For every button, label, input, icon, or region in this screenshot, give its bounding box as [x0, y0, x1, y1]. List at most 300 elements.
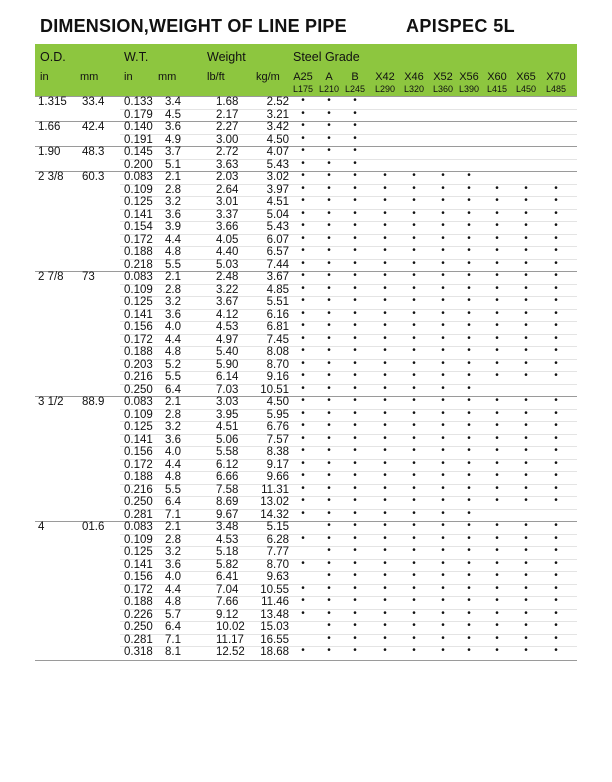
- kgm-cell: 3.67: [266, 271, 289, 283]
- wt-in-cell: 0.140: [124, 121, 153, 133]
- grade-mark-x42: •: [383, 282, 387, 294]
- grade-mark-x70: •: [554, 195, 558, 206]
- grade-mark-x46: •: [412, 170, 416, 181]
- grade-mark-x70: •: [554, 307, 558, 319]
- header-kgm: kg/m: [256, 71, 280, 83]
- kgm-cell: 11.46: [261, 596, 289, 608]
- grade-mark-b: •: [353, 420, 357, 431]
- grade-mark-x42: •: [383, 382, 387, 394]
- grade-mark-x46: •: [412, 620, 416, 631]
- wt-in-cell: 0.216: [124, 371, 153, 383]
- grade-mark-a: •: [327, 407, 331, 419]
- grade-mark-x46: •: [412, 320, 416, 331]
- lbft-cell: 9.12: [216, 608, 239, 621]
- grade-mark-x42: •: [383, 645, 387, 656]
- grade-mark-x46: •: [412, 395, 416, 406]
- table-row: [0, 346, 612, 359]
- grade-mark-b: •: [353, 595, 357, 606]
- grade-mark-x56: •: [467, 345, 471, 356]
- grade-mark-x52: •: [441, 432, 445, 444]
- grade-header-l320: L320: [403, 84, 425, 94]
- od-mm-cell: 88.9: [82, 396, 105, 408]
- od-in-cell: 4: [38, 521, 45, 533]
- grade-mark-a: •: [327, 295, 331, 306]
- grade-mark-x52: •: [441, 220, 445, 231]
- grade-mark-x56: •: [467, 532, 471, 544]
- grade-mark-x65: •: [524, 182, 528, 194]
- wt-in-cell: 0.203: [124, 358, 153, 371]
- wt-in-cell: 0.083: [124, 271, 153, 283]
- grade-mark-a: •: [327, 557, 331, 569]
- grade-mark-x52: •: [441, 332, 445, 344]
- table-row: [0, 459, 612, 472]
- wt-mm-cell: 5.5: [165, 258, 181, 271]
- grade-mark-x46: •: [412, 557, 416, 569]
- grade-mark-a25: •: [301, 420, 305, 431]
- grade-mark-x52: •: [441, 645, 445, 656]
- wt-mm-cell: 5.7: [165, 608, 181, 621]
- grade-header-l210: L210: [318, 84, 340, 94]
- od-mm-cell: 33.4: [82, 96, 105, 108]
- grade-mark-a25: •: [301, 395, 305, 406]
- lbft-cell: 3.67: [216, 296, 239, 308]
- grade-mark-x52: •: [441, 195, 445, 206]
- grade-mark-x60: •: [495, 357, 499, 369]
- grade-mark-a: •: [327, 470, 331, 481]
- grade-mark-b: •: [353, 407, 357, 419]
- kgm-cell: 8.08: [266, 346, 289, 358]
- wt-mm-cell: 4.0: [165, 446, 181, 458]
- grade-mark-x52: •: [441, 632, 445, 644]
- lbft-cell: 3.01: [216, 196, 239, 208]
- lbft-cell: 7.04: [216, 583, 239, 596]
- grade-mark-x56: •: [467, 432, 471, 444]
- table-row: [0, 209, 612, 222]
- lbft-cell: 4.97: [216, 333, 239, 346]
- grade-mark-x52: •: [441, 282, 445, 294]
- grade-mark-x42: •: [383, 582, 387, 594]
- grade-mark-x42: •: [383, 495, 387, 506]
- header-wt-mm: mm: [158, 71, 177, 83]
- wt-mm-cell: 2.1: [165, 171, 181, 183]
- wt-mm-cell: 4.0: [165, 571, 181, 583]
- grade-mark-x56: •: [467, 395, 471, 406]
- kgm-cell: 6.76: [266, 421, 289, 433]
- grade-mark-x60: •: [495, 545, 499, 556]
- grade-mark-x60: •: [495, 520, 499, 531]
- grade-mark-x65: •: [524, 357, 528, 369]
- grade-mark-x56: •: [467, 420, 471, 431]
- grade-mark-x65: •: [524, 545, 528, 556]
- kgm-cell: 3.02: [266, 171, 289, 183]
- wt-in-cell: 0.188: [124, 596, 153, 608]
- table-row: [0, 546, 612, 559]
- grade-mark-b: •: [353, 370, 357, 381]
- grade-mark-x65: •: [524, 270, 528, 281]
- grade-mark-x56: •: [467, 295, 471, 306]
- table-row: [0, 271, 612, 284]
- grade-mark-a: •: [327, 495, 331, 506]
- grade-header-x52: X52: [433, 71, 453, 83]
- grade-mark-x42: •: [383, 220, 387, 231]
- grade-mark-b: •: [353, 520, 357, 531]
- grade-mark-b: •: [353, 245, 357, 256]
- grade-mark-x60: •: [495, 195, 499, 206]
- wt-mm-cell: 3.9: [165, 221, 181, 233]
- table-row: [0, 609, 612, 622]
- grade-mark-x65: •: [524, 245, 528, 256]
- kgm-cell: 8.70: [266, 558, 289, 571]
- grade-mark-x46: •: [412, 207, 416, 219]
- wt-mm-cell: 3.2: [165, 421, 181, 433]
- kgm-cell: 3.97: [266, 183, 289, 196]
- lbft-cell: 4.51: [216, 421, 239, 433]
- grade-mark-x65: •: [524, 232, 528, 244]
- grade-mark-x60: •: [495, 570, 499, 581]
- grade-mark-x56: •: [467, 282, 471, 294]
- grade-mark-a25: •: [301, 582, 305, 594]
- grade-mark-x56: •: [467, 495, 471, 506]
- wt-mm-cell: 3.6: [165, 121, 181, 133]
- grade-mark-a25: •: [301, 195, 305, 206]
- grade-mark-x56: •: [467, 545, 471, 556]
- table-row: [0, 309, 612, 322]
- wt-in-cell: 0.141: [124, 208, 153, 221]
- grade-mark-x60: •: [495, 432, 499, 444]
- lbft-cell: 3.66: [216, 221, 239, 233]
- grade-mark-a: •: [327, 195, 331, 206]
- wt-mm-cell: 7.1: [165, 508, 181, 521]
- lbft-cell: 3.48: [216, 521, 239, 533]
- grade-mark-x52: •: [441, 607, 445, 619]
- grade-mark-x70: •: [554, 245, 558, 256]
- wt-mm-cell: 2.1: [165, 396, 181, 408]
- wt-mm-cell: 4.5: [165, 108, 181, 121]
- grade-mark-a25: •: [301, 170, 305, 181]
- grade-mark-x52: •: [441, 182, 445, 194]
- wt-mm-cell: 3.2: [165, 296, 181, 308]
- grade-mark-x46: •: [412, 270, 416, 281]
- grade-mark-x52: •: [441, 170, 445, 181]
- grade-mark-a25: •: [301, 370, 305, 381]
- grade-mark-x52: •: [441, 395, 445, 406]
- grade-mark-x52: •: [441, 532, 445, 544]
- wt-in-cell: 0.188: [124, 246, 153, 258]
- wt-in-cell: 0.125: [124, 196, 153, 208]
- table-row: [0, 246, 612, 259]
- grade-mark-x42: •: [383, 482, 387, 494]
- grade-mark-x46: •: [412, 370, 416, 381]
- grade-mark-a25: •: [301, 557, 305, 569]
- grade-mark-x46: •: [412, 570, 416, 581]
- kgm-cell: 6.28: [266, 533, 289, 546]
- grade-mark-b: •: [353, 607, 357, 619]
- grade-mark-b: •: [353, 207, 357, 219]
- grade-mark-x46: •: [412, 632, 416, 644]
- wt-in-cell: 0.156: [124, 446, 153, 458]
- grade-mark-a: •: [327, 545, 331, 556]
- grade-mark-x56: •: [467, 382, 471, 394]
- grade-mark-x52: •: [441, 295, 445, 306]
- grade-mark-x56: •: [467, 332, 471, 344]
- grade-mark-b: •: [353, 545, 357, 556]
- grade-header-x60: X60: [487, 71, 507, 83]
- table-row: [0, 121, 612, 134]
- grade-mark-x46: •: [412, 345, 416, 356]
- grade-mark-x60: •: [495, 232, 499, 244]
- grade-mark-x65: •: [524, 495, 528, 506]
- grade-mark-x42: •: [383, 257, 387, 269]
- grade-mark-x42: •: [383, 620, 387, 631]
- grade-mark-x65: •: [524, 532, 528, 544]
- od-mm-cell: 01.6: [82, 521, 105, 533]
- grade-mark-a25: •: [301, 470, 305, 481]
- kgm-cell: 5.04: [266, 208, 289, 221]
- lbft-cell: 2.03: [216, 171, 239, 183]
- grade-mark-a25: •: [301, 132, 305, 144]
- wt-mm-cell: 4.4: [165, 583, 181, 596]
- grade-mark-a: •: [327, 207, 331, 219]
- grade-mark-x65: •: [524, 395, 528, 406]
- table-row: [0, 259, 612, 272]
- grade-mark-x46: •: [412, 582, 416, 594]
- header-wt-in: in: [124, 71, 133, 83]
- kgm-cell: 7.44: [266, 258, 289, 271]
- grade-mark-a25: •: [301, 295, 305, 306]
- wt-in-cell: 0.133: [124, 96, 153, 108]
- grade-mark-x46: •: [412, 295, 416, 306]
- wt-in-cell: 0.226: [124, 608, 153, 621]
- grade-mark-x60: •: [495, 557, 499, 569]
- wt-mm-cell: 4.8: [165, 346, 181, 358]
- kgm-cell: 10.55: [260, 583, 289, 596]
- grade-mark-a: •: [327, 532, 331, 544]
- grade-mark-x60: •: [495, 532, 499, 544]
- grade-mark-a25: •: [301, 345, 305, 356]
- grade-mark-a: •: [327, 132, 331, 144]
- wt-in-cell: 0.250: [124, 621, 153, 633]
- grade-mark-x42: •: [383, 407, 387, 419]
- grade-mark-b: •: [353, 632, 357, 644]
- grade-mark-x70: •: [554, 232, 558, 244]
- wt-in-cell: 0.188: [124, 346, 153, 358]
- kgm-cell: 15.03: [260, 621, 289, 633]
- grade-mark-x70: •: [554, 220, 558, 231]
- wt-mm-cell: 6.4: [165, 621, 181, 633]
- grade-mark-a: •: [327, 507, 331, 519]
- wt-mm-cell: 3.4: [165, 96, 181, 108]
- grade-mark-x46: •: [412, 495, 416, 506]
- grade-mark-b: •: [353, 345, 357, 356]
- kgm-cell: 16.55: [260, 633, 289, 646]
- grade-mark-x60: •: [495, 320, 499, 331]
- table-row: [0, 421, 612, 434]
- grade-mark-x70: •: [554, 370, 558, 381]
- grade-mark-b: •: [353, 307, 357, 319]
- table-row: [0, 534, 612, 547]
- grade-mark-a25: •: [301, 282, 305, 294]
- header-od-in: in: [40, 71, 49, 83]
- grade-mark-x70: •: [554, 357, 558, 369]
- grade-mark-x46: •: [412, 407, 416, 419]
- header-od-mm: mm: [80, 71, 99, 83]
- grade-mark-a25: •: [301, 595, 305, 606]
- kgm-cell: 5.51: [266, 296, 289, 308]
- grade-mark-a25: •: [301, 432, 305, 444]
- od-in-cell: 1.90: [38, 146, 61, 158]
- table-row: [0, 634, 612, 647]
- lbft-cell: 3.03: [216, 396, 239, 408]
- grade-mark-a: •: [327, 257, 331, 269]
- grade-mark-x56: •: [467, 407, 471, 419]
- wt-mm-cell: 2.8: [165, 183, 181, 196]
- grade-mark-x56: •: [467, 182, 471, 194]
- table-row: [0, 321, 612, 334]
- grade-mark-b: •: [353, 470, 357, 481]
- grade-mark-x52: •: [441, 257, 445, 269]
- grade-mark-x46: •: [412, 645, 416, 656]
- grade-mark-x42: •: [383, 595, 387, 606]
- grade-mark-x65: •: [524, 607, 528, 619]
- kgm-cell: 4.50: [266, 133, 289, 146]
- table-row: [0, 146, 612, 159]
- wt-mm-cell: 5.1: [165, 158, 181, 171]
- grade-header-x65: X65: [516, 71, 536, 83]
- wt-mm-cell: 4.8: [165, 471, 181, 483]
- wt-in-cell: 0.109: [124, 183, 153, 196]
- grade-mark-x42: •: [383, 270, 387, 281]
- lbft-cell: 10.02: [216, 621, 245, 633]
- grade-mark-x42: •: [383, 370, 387, 381]
- grade-mark-x70: •: [554, 482, 558, 494]
- grade-mark-x42: •: [383, 245, 387, 256]
- grade-mark-x60: •: [495, 495, 499, 506]
- wt-in-cell: 0.141: [124, 308, 153, 321]
- grade-mark-a: •: [327, 620, 331, 631]
- lbft-cell: 7.03: [216, 383, 239, 396]
- kgm-cell: 7.45: [266, 333, 289, 346]
- grade-mark-x42: •: [383, 232, 387, 244]
- grade-mark-x52: •: [441, 457, 445, 469]
- grade-mark-x52: •: [441, 620, 445, 631]
- grade-mark-x56: •: [467, 307, 471, 319]
- wt-mm-cell: 6.4: [165, 383, 181, 396]
- grade-mark-x42: •: [383, 532, 387, 544]
- grade-mark-a: •: [327, 157, 331, 169]
- table-row: [0, 334, 612, 347]
- grade-mark-x42: •: [383, 195, 387, 206]
- grade-mark-b: •: [353, 120, 357, 131]
- od-in-cell: 1.66: [38, 121, 61, 133]
- wt-in-cell: 0.156: [124, 321, 153, 333]
- grade-mark-x56: •: [467, 220, 471, 231]
- grade-mark-x60: •: [495, 220, 499, 231]
- kgm-cell: 18.68: [260, 646, 289, 658]
- wt-mm-cell: 4.8: [165, 246, 181, 258]
- wt-mm-cell: 3.6: [165, 433, 181, 446]
- grade-mark-x70: •: [554, 282, 558, 294]
- grade-mark-a25: •: [301, 307, 305, 319]
- grade-mark-x52: •: [441, 345, 445, 356]
- grade-mark-x42: •: [383, 507, 387, 519]
- kgm-cell: 9.16: [266, 371, 289, 383]
- kgm-cell: 4.50: [266, 396, 289, 408]
- od-in-cell: 2 7/8: [38, 271, 64, 283]
- od-in-cell: 1.315: [38, 96, 67, 108]
- wt-mm-cell: 3.7: [165, 146, 181, 158]
- grade-mark-x42: •: [383, 545, 387, 556]
- grade-mark-x46: •: [412, 520, 416, 531]
- grade-mark-a: •: [327, 232, 331, 244]
- grade-mark-x60: •: [495, 370, 499, 381]
- grade-mark-x60: •: [495, 582, 499, 594]
- kgm-cell: 5.43: [266, 221, 289, 233]
- grade-mark-x70: •: [554, 457, 558, 469]
- grade-mark-x70: •: [554, 407, 558, 419]
- grade-mark-a25: •: [301, 220, 305, 231]
- grade-mark-x46: •: [412, 532, 416, 544]
- grade-mark-b: •: [353, 382, 357, 394]
- grade-mark-x65: •: [524, 345, 528, 356]
- grade-mark-a: •: [327, 145, 331, 156]
- kgm-cell: 4.07: [266, 146, 289, 158]
- header-weight: Weight: [207, 50, 246, 64]
- table-row: [0, 571, 612, 584]
- grade-mark-x65: •: [524, 257, 528, 269]
- kgm-cell: 6.57: [266, 246, 289, 258]
- grade-mark-a: •: [327, 320, 331, 331]
- grade-mark-b: •: [353, 195, 357, 206]
- grade-header-a25: A25: [293, 71, 313, 83]
- grade-mark-x70: •: [554, 582, 558, 594]
- grade-mark-x65: •: [524, 320, 528, 331]
- grade-mark-x60: •: [495, 307, 499, 319]
- grade-mark-x52: •: [441, 470, 445, 481]
- lbft-cell: 7.58: [216, 483, 239, 496]
- grade-mark-x52: •: [441, 520, 445, 531]
- grade-mark-x60: •: [495, 632, 499, 644]
- grade-mark-x52: •: [441, 507, 445, 519]
- lbft-cell: 11.17: [216, 633, 244, 646]
- grade-mark-x56: •: [467, 582, 471, 594]
- wt-in-cell: 0.172: [124, 233, 153, 246]
- grade-mark-b: •: [353, 270, 357, 281]
- grade-mark-b: •: [353, 220, 357, 231]
- grade-header-l450: L450: [515, 84, 537, 94]
- grade-mark-a: •: [327, 570, 331, 581]
- grade-mark-x46: •: [412, 420, 416, 431]
- wt-mm-cell: 3.6: [165, 208, 181, 221]
- grade-mark-a: •: [327, 345, 331, 356]
- grade-mark-a25: •: [301, 357, 305, 369]
- wt-mm-cell: 4.0: [165, 321, 181, 333]
- wt-mm-cell: 2.8: [165, 533, 181, 546]
- table-row: [0, 496, 612, 509]
- table-bottom-border: [35, 660, 577, 661]
- grade-mark-x42: •: [383, 445, 387, 456]
- grade-mark-a25: •: [301, 107, 305, 119]
- grade-mark-x42: •: [383, 457, 387, 469]
- grade-mark-a25: •: [301, 445, 305, 456]
- grade-mark-x42: •: [383, 420, 387, 431]
- grade-mark-b: •: [353, 182, 357, 194]
- grade-mark-a25: •: [301, 457, 305, 469]
- wt-mm-cell: 5.2: [165, 358, 181, 371]
- table-row: [0, 646, 612, 659]
- grade-mark-a: •: [327, 220, 331, 231]
- wt-mm-cell: 4.8: [165, 596, 181, 608]
- grade-header-l175: L175: [292, 84, 314, 94]
